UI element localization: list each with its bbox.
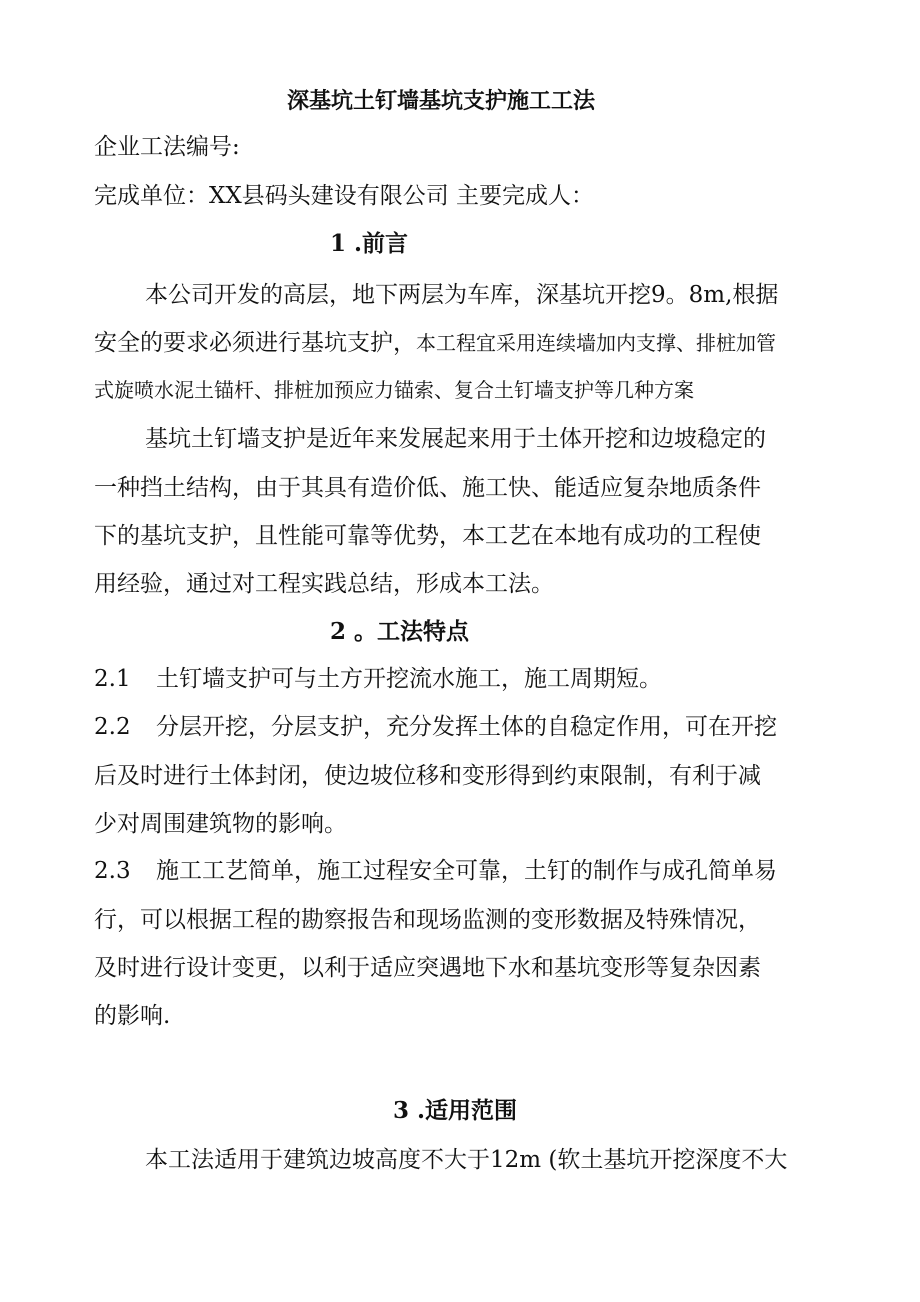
item-number: 2.1 <box>94 666 131 692</box>
paragraph-line: 本公司开发的高层，地下两层为车库，深基坑开挖9。8m,根据 <box>145 282 779 308</box>
completion-line: 完成单位：XX县码头建设有限公司 主要完成人： <box>94 183 595 209</box>
item-text: 分层开挖，分层支护，充分发挥土体的自稳定作用，可在开挖 <box>156 714 777 740</box>
list-item <box>94 712 777 742</box>
paragraph-line: 基坑土钉墙支护是近年来发展起来用于土体开挖和边坡稳定的 <box>145 426 766 452</box>
paragraph-line: 本工法适用于建筑边坡高度不大于12m (软土基坑开挖深度不大 <box>145 1147 788 1173</box>
paragraph-line: 用经验，通过对工程实践总结，形成本工法。 <box>94 571 554 597</box>
item-text-line: 后及时进行土体封闭，使边坡位移和变形得到约束限制，有利于减 <box>94 763 761 789</box>
paragraph-line: 下的基坑支护，且性能可靠等优势，本工艺在本地有成功的工程使 <box>94 523 761 549</box>
item-text: 施工工艺简单，施工过程安全可靠，土钉的制作与成孔简单易 <box>156 858 777 884</box>
item-text-line: 及时进行设计变更，以利于适应突遇地下水和基坑变形等复杂因素 <box>94 955 761 981</box>
section-heading-1: 1 .前言 <box>330 230 409 257</box>
section-heading-2: 2 。工法特点 <box>330 618 470 645</box>
list-item <box>94 664 662 694</box>
document-title: 深基坑土钉墙基坑支护施工工法 <box>287 88 596 114</box>
method-number-label: 企业工法编号: <box>94 134 240 160</box>
section-heading-3: 3 .适用范围 <box>393 1097 518 1124</box>
item-text-line: 的影响. <box>94 1003 171 1029</box>
item-text-line: 少对周围建筑物的影响。 <box>94 811 347 837</box>
list-item <box>94 856 777 886</box>
item-number: 2.2 <box>94 714 131 740</box>
paragraph-line: 式旋喷水泥土锚杆、排桩加预应力锚索、复合土钉墙支护等几种方案 <box>94 378 694 402</box>
paragraph-text-small: 本工程宜采用连续墙加内支撑、排桩加管 <box>416 331 776 355</box>
item-number: 2.3 <box>94 858 131 884</box>
item-text: 土钉墙支护可与土方开挖流水施工，施工周期短。 <box>156 666 662 692</box>
paragraph-line <box>94 328 776 358</box>
paragraph-text: 安全的要求必须进行基坑支护， <box>94 330 416 356</box>
item-text-line: 行，可以根据工程的勘察报告和现场监测的变形数据及特殊情况， <box>94 907 761 933</box>
paragraph-line: 一种挡土结构，由于其具有造价低、施工快、能适应复杂地质条件 <box>94 475 761 501</box>
